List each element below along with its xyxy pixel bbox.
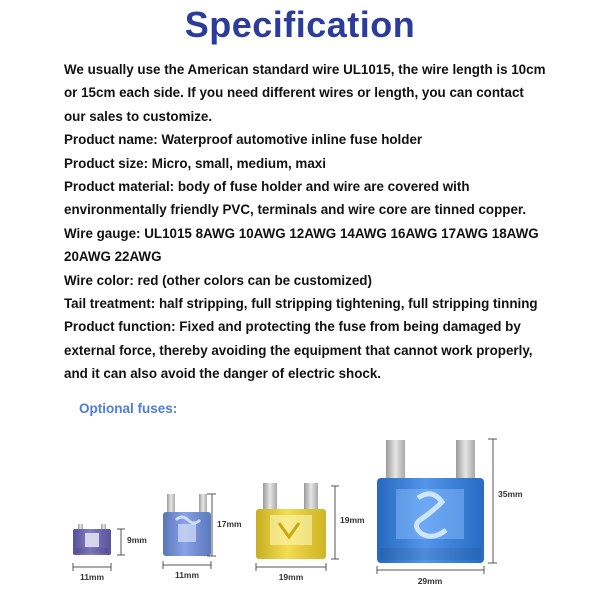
small-height-label: 17mm — [217, 519, 242, 529]
spec-line-product-function: Product function: Fixed and protecting the fuse from being damaged by — [64, 319, 521, 335]
maxi-fuse — [377, 440, 484, 563]
spec-line: 20AWG 22AWG — [64, 249, 162, 265]
spec-line: our sales to customize. — [64, 108, 213, 124]
medium-height-label: 19mm — [340, 515, 365, 525]
optional-fuses-label: Optional fuses: — [79, 401, 178, 416]
spec-line-product-name: Product name: Waterproof automotive inline fuse holder — [64, 132, 423, 148]
micro-width-label: 11mm — [79, 572, 105, 582]
micro-height-label: 9mm — [127, 535, 147, 545]
spec-line-tail-treatment: Tail treatment: half stripping, full stripping tightening, full stripping tinning — [64, 296, 538, 312]
spec-line-wire-gauge: Wire gauge: UL1015 8AWG 10AWG 12AWG 14AWG 16AWG 17AWG 18AWG — [64, 225, 539, 241]
maxi-height-label: 35mm — [498, 489, 523, 499]
micro-fuse — [73, 524, 111, 555]
page-title: Specification — [184, 4, 416, 45]
spec-line-wire-color: Wire color: red (other colors can be customized) — [64, 272, 372, 288]
spec-line-product-material: Product material: body of fuse holder and wire are covered with — [64, 179, 470, 195]
spec-line: external force, thereby avoiding the equipment that cannot work properly, — [64, 342, 533, 358]
medium-fuse — [256, 483, 326, 559]
small-width-label: 11mm — [174, 570, 200, 580]
spec-line-product-size: Product size: Micro, small, medium, maxi — [64, 155, 326, 171]
small-fuse — [163, 494, 211, 556]
medium-width-label: 19mm — [278, 572, 304, 582]
spec-line: environmentally friendly PVC, terminals and wire core are tinned copper. — [64, 202, 527, 218]
spec-line: We usually use the American standard wire UL1015, the wire length is 10cm — [64, 62, 546, 77]
maxi-width-label: 29mm — [417, 576, 443, 586]
spec-line: and it can also avoid the danger of electric shock. — [64, 366, 382, 382]
spec-line: or 15cm each side. If you need different wires or length, you can contact — [64, 85, 524, 101]
